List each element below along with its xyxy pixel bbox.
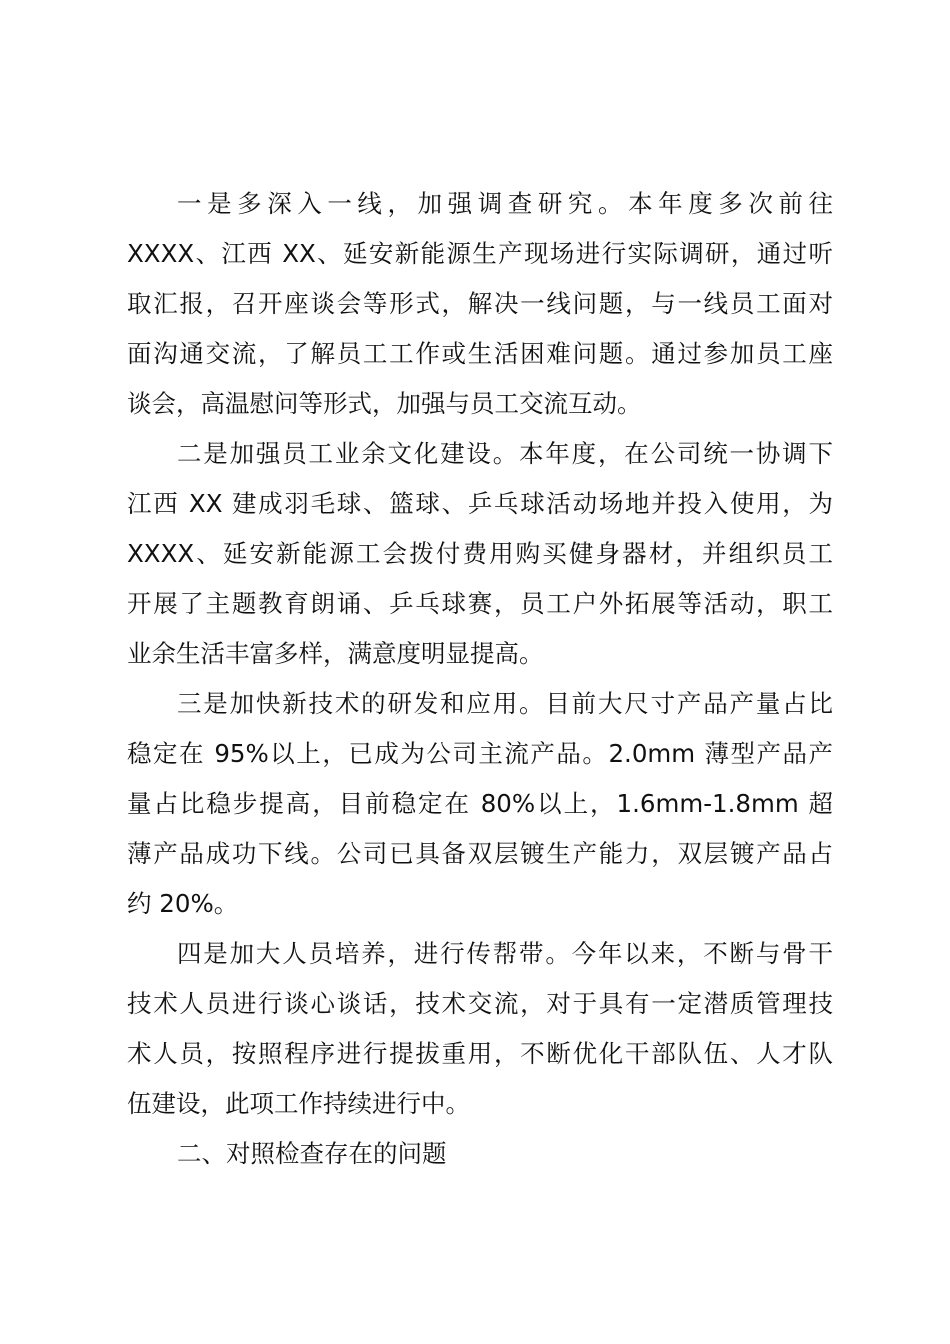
paragraph-line: 一是多深入一线，加强调查研究。本年度多次前往 bbox=[177, 189, 833, 218]
paragraph-line: 术人员，按照程序进行提拔重用，不断优化干部队伍、人才队 bbox=[127, 1039, 833, 1068]
paragraph-line: 谈会，高温慰问等形式，加强与员工交流互动。 bbox=[127, 389, 642, 418]
paragraph-line: XXXX、江西 XX、延安新能源生产现场进行实际调研，通过听 bbox=[127, 239, 833, 268]
paragraph-line: 取汇报，召开座谈会等形式，解决一线问题，与一线员工面对 bbox=[127, 289, 833, 318]
paragraph-line: 三是加快新技术的研发和应用。目前大尺寸产品产量占比 bbox=[177, 689, 833, 718]
paragraph-technology-rnd bbox=[127, 679, 833, 929]
paragraph-line: 技术人员进行谈心谈话，技术交流，对于具有一定潜质管理技 bbox=[127, 989, 833, 1018]
paragraph-line: 面沟通交流，了解员工工作或生活困难问题。通过参加员工座 bbox=[127, 339, 833, 368]
paragraph-line: 业余生活丰富多样，满意度明显提高。 bbox=[127, 639, 544, 668]
document-body bbox=[127, 179, 833, 1179]
paragraph-talent-training bbox=[127, 929, 833, 1129]
paragraph-line: 四是加大人员培养，进行传帮带。今年以来，不断与骨干 bbox=[177, 939, 833, 968]
paragraph-line: 稳定在 95%以上，已成为公司主流产品。2.0mm 薄型产品产 bbox=[127, 739, 833, 768]
paragraph-culture-building bbox=[127, 429, 833, 679]
paragraph-line: 薄产品成功下线。公司已具备双层镀生产能力，双层镀产品占 bbox=[127, 839, 833, 868]
paragraph-line: 伍建设，此项工作持续进行中。 bbox=[127, 1089, 470, 1118]
paragraph-line: 量占比稳步提高，目前稳定在 80%以上，1.6mm-1.8mm 超 bbox=[127, 789, 833, 818]
paragraph-line: 二是加强员工业余文化建设。本年度，在公司统一协调下 bbox=[177, 439, 833, 468]
paragraph-line: 开展了主题教育朗诵、乒乓球赛，员工户外拓展等活动，职工 bbox=[127, 589, 833, 618]
paragraph-field-research bbox=[127, 179, 833, 429]
paragraph-line: 江西 XX 建成羽毛球、篮球、乒乓球活动场地并投入使用，为 bbox=[127, 489, 833, 518]
section-heading: 二、对照检查存在的问题 bbox=[177, 1139, 447, 1168]
paragraph-line: 约 20%。 bbox=[127, 889, 239, 918]
paragraph-line: XXXX、延安新能源工会拨付费用购买健身器材，并组织员工 bbox=[127, 539, 833, 568]
